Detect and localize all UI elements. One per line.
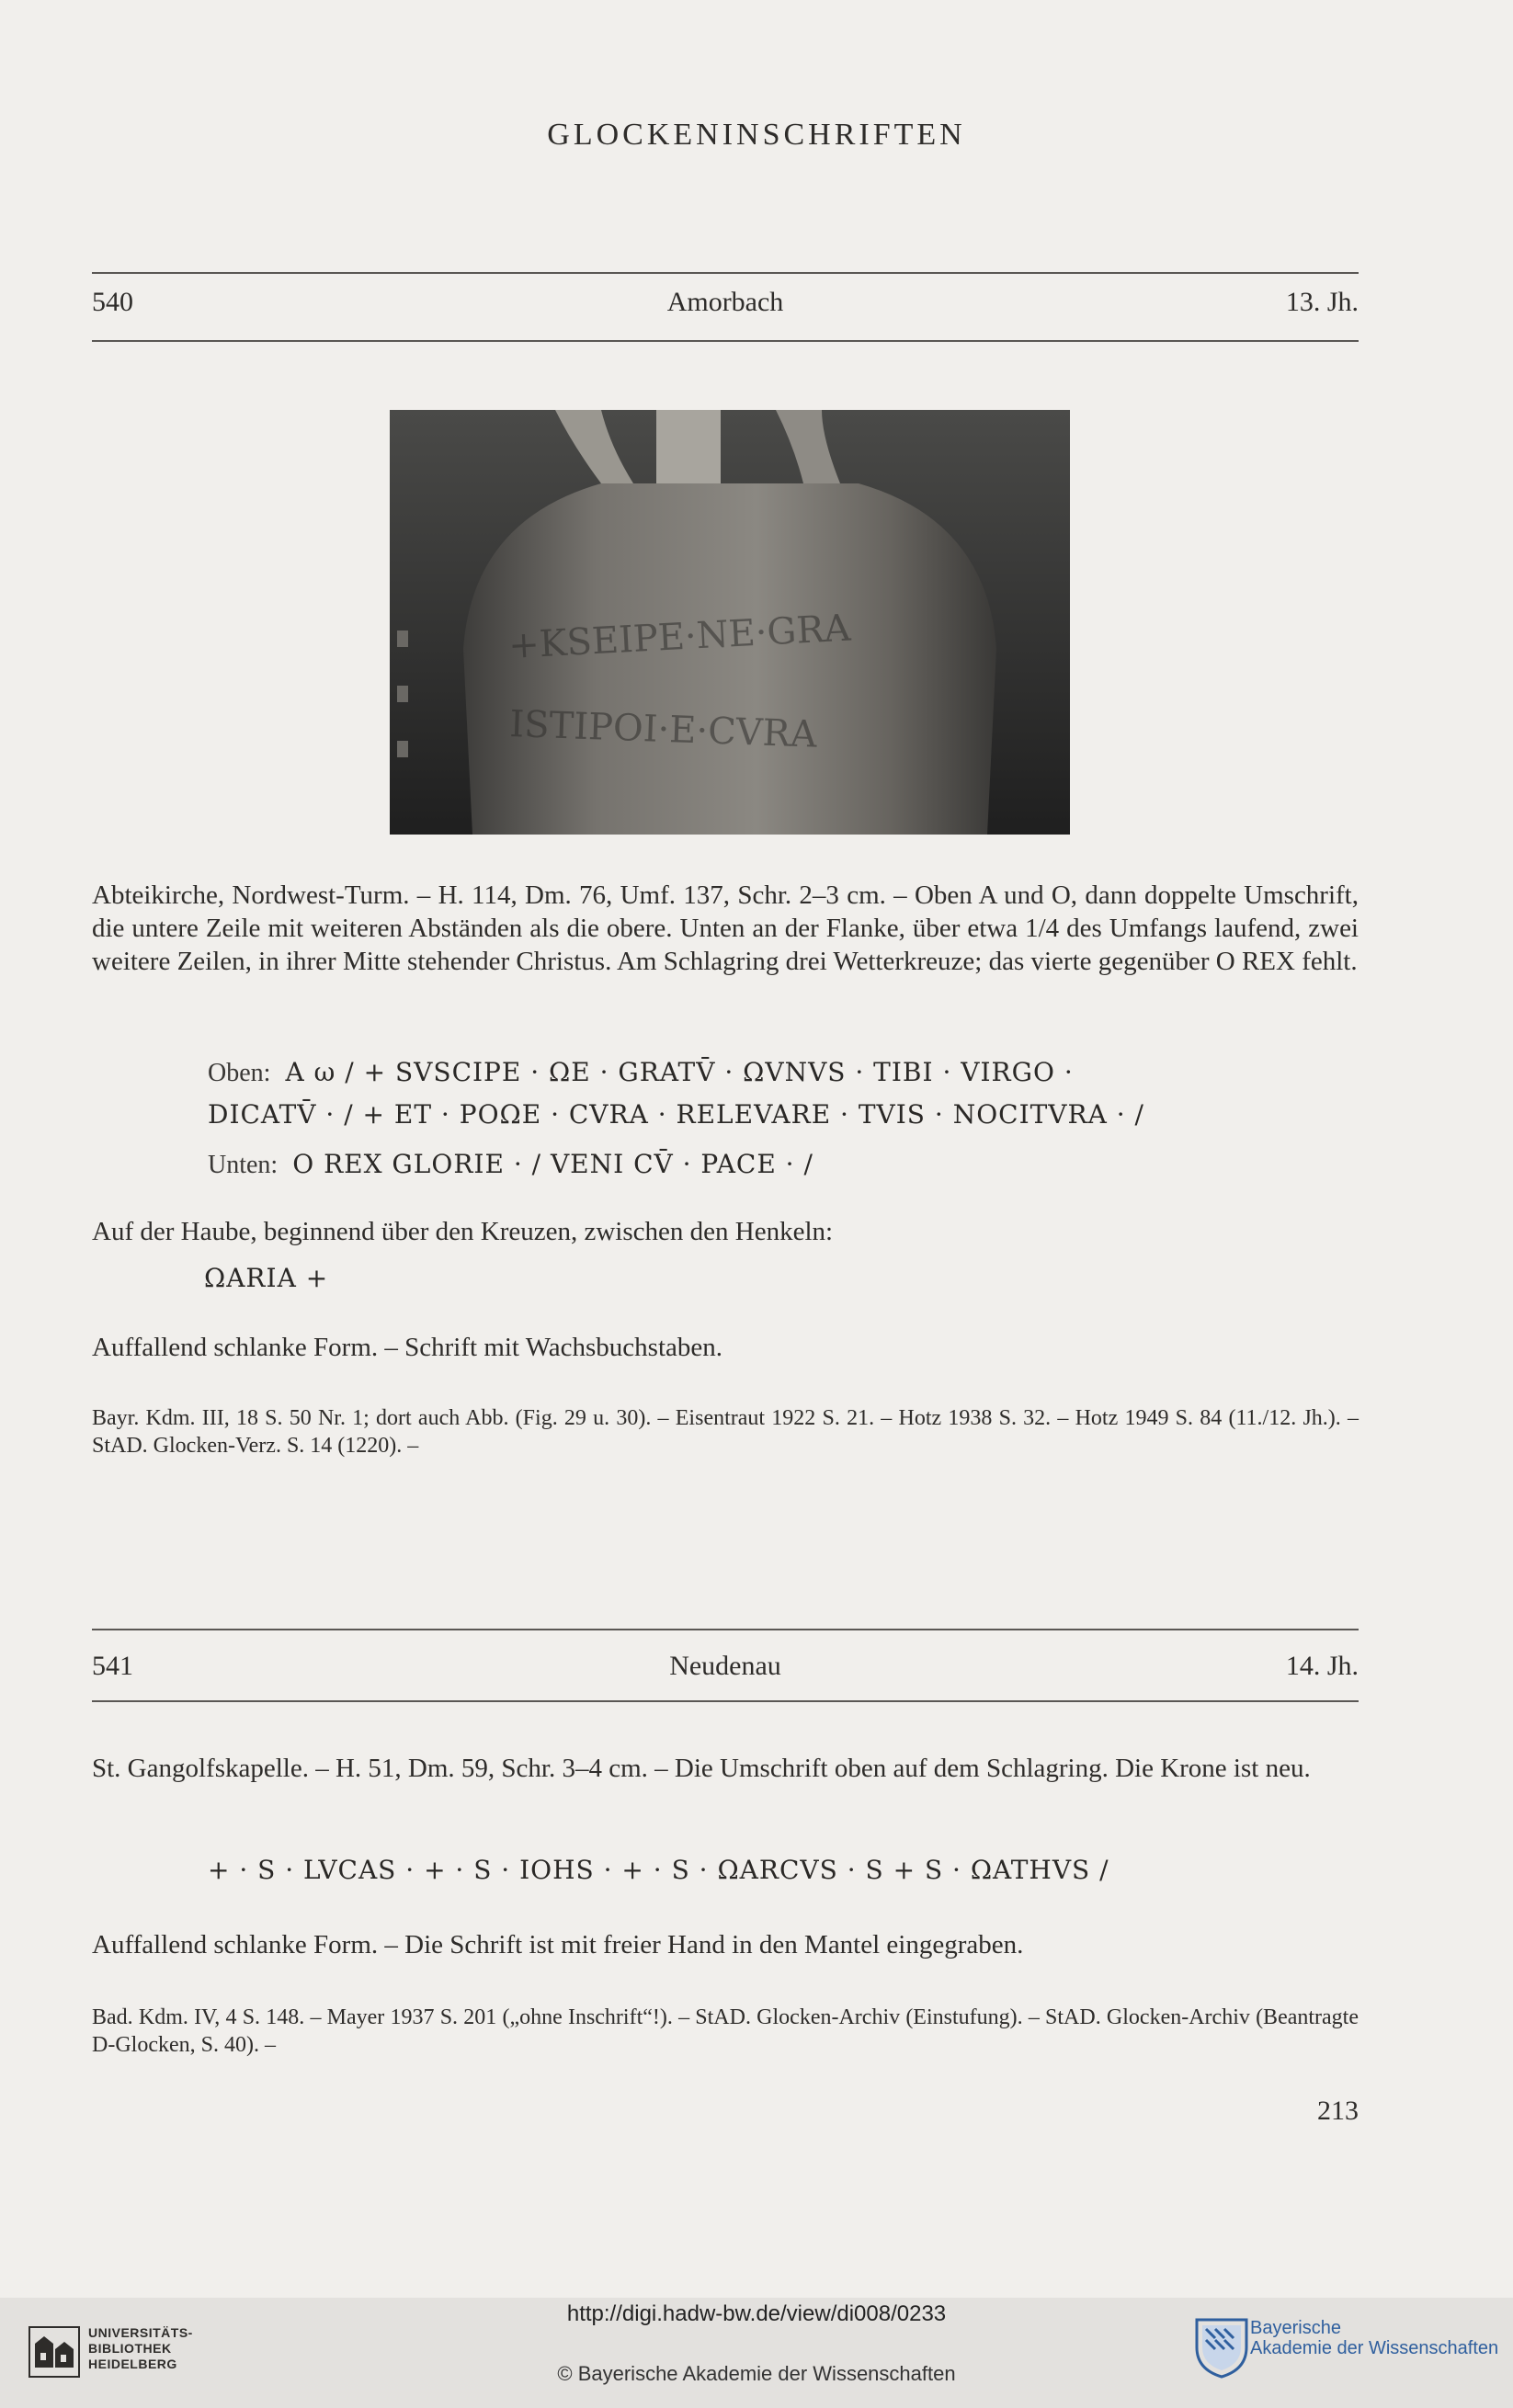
academy-line: Akademie der Wissenschaften	[1250, 2338, 1499, 2358]
entry-header-rule	[92, 1700, 1359, 1702]
svg-text:+KSEIPE·NE·GRA: +KSEIPE·NE·GRA	[507, 607, 852, 667]
entry-century: 13. Jh.	[1285, 287, 1359, 317]
inscription-text: ΩARIA +	[204, 1263, 329, 1293]
oben-label: Oben:	[208, 1059, 271, 1087]
entry-description: Abteikirche, Nordwest-Turm. – H. 114, Dm. 76, Umf. 137, Schr. 2–3 cm. – Oben A und O, dann doppelte Umschrift, die untere Zeile mit weiteren Abständen als die obere. Unten an der Flanke, über etwa 1/4 des Umfangs laufend, zwei weitere Zeilen, in ihrer Mitte stehender Christus. Am Schlagring drei Wetterkreuze; das vierte gegenüber O REX fehlt.	[92, 880, 1359, 976]
running-head: GLOCKENINSCHRIFTEN	[547, 118, 966, 152]
entry-top-rule	[92, 1629, 1359, 1630]
inscription-text: A ω / + SVSCIPE · ΩE · GRATV̄ · ΩVNVS · TIBI · VIRGO ·	[285, 1057, 1074, 1087]
academy-line: Bayerische	[1250, 2318, 1341, 2338]
inscription-text: O REX GLORIE · / VENI CV̄ · PACE · /	[292, 1149, 813, 1179]
inscription-oben-line2	[208, 1099, 1144, 1130]
bell-photo	[390, 410, 1070, 835]
entry-note: Auffallend schlanke Form. – Die Schrift ist mit freier Hand in den Mantel eingegraben.	[92, 1930, 1024, 1959]
inscription-line	[208, 1855, 1109, 1886]
haube-text: Auf der Haube, beginnend über den Kreuzen, zwischen den Henkeln:	[92, 1217, 834, 1246]
entry-place: Neudenau	[669, 1651, 781, 1681]
permalink-url[interactable]: http://digi.hadw-bw.de/view/di008/0233	[566, 2301, 947, 2326]
bibliography: Bad. Kdm. IV, 4 S. 148. – Mayer 1937 S. 201 („ohne Inschrift“!). – StAD. Glocken-Archiv (Einstufung). – StAD. Glocken-Archiv (Beantragte D-Glocken, S. 40). –	[92, 2005, 1359, 2057]
uni-line: BIBLIOTHEK	[88, 2341, 172, 2356]
svg-text:ISTIPOI·E·CVRA: ISTIPOI·E·CVRA	[508, 703, 818, 756]
entry-note: Auffallend schlanke Form. – Schrift mit Wachsbuchstaben.	[92, 1333, 723, 1362]
entry-top-rule	[92, 272, 1359, 274]
inscription-text: DICATV̄ · / + ET · POΩE · CVRA · RELEVARE · TVIS · NOCITVRA · /	[208, 1099, 1144, 1130]
uni-line: UNIVERSITÄTS-	[88, 2325, 193, 2340]
entry-number: 540	[92, 287, 133, 317]
unten-label: Unten:	[208, 1151, 279, 1179]
copyright-notice: © Bayerische Akademie der Wissenschaften	[557, 2362, 956, 2385]
entry-place: Amorbach	[666, 287, 784, 317]
page-number: 213	[1317, 2096, 1359, 2126]
entry-description: St. Gangolfskapelle. – H. 51, Dm. 59, Schr. 3–4 cm. – Die Umschrift oben auf dem Schlagring. Die Krone ist neu.	[92, 1754, 1311, 1783]
inscription-unten-line	[208, 1149, 813, 1180]
inscription-oben-line1	[208, 1057, 1074, 1088]
uni-line: HEIDELBERG	[88, 2357, 177, 2371]
haube-inscription	[204, 1263, 328, 1294]
inscription-text: + · S · LVCAS · + · S · IOHS · + · S · ΩARCVS · S + S · ΩATHVS /	[208, 1855, 1109, 1885]
entry-century: 14. Jh.	[1285, 1651, 1359, 1681]
entry-header-rule	[92, 340, 1359, 342]
bibliography: Bayr. Kdm. III, 18 S. 50 Nr. 1; dort auch Abb. (Fig. 29 u. 30). – Eisentraut 1922 S. 21. – Hotz 1938 S. 32. – Hotz 1949 S. 84 (11./12. Jh.). – StAD. Glocken-Verz. S. 14 (1220). –	[92, 1406, 1359, 1458]
entry-number: 541	[92, 1651, 133, 1681]
